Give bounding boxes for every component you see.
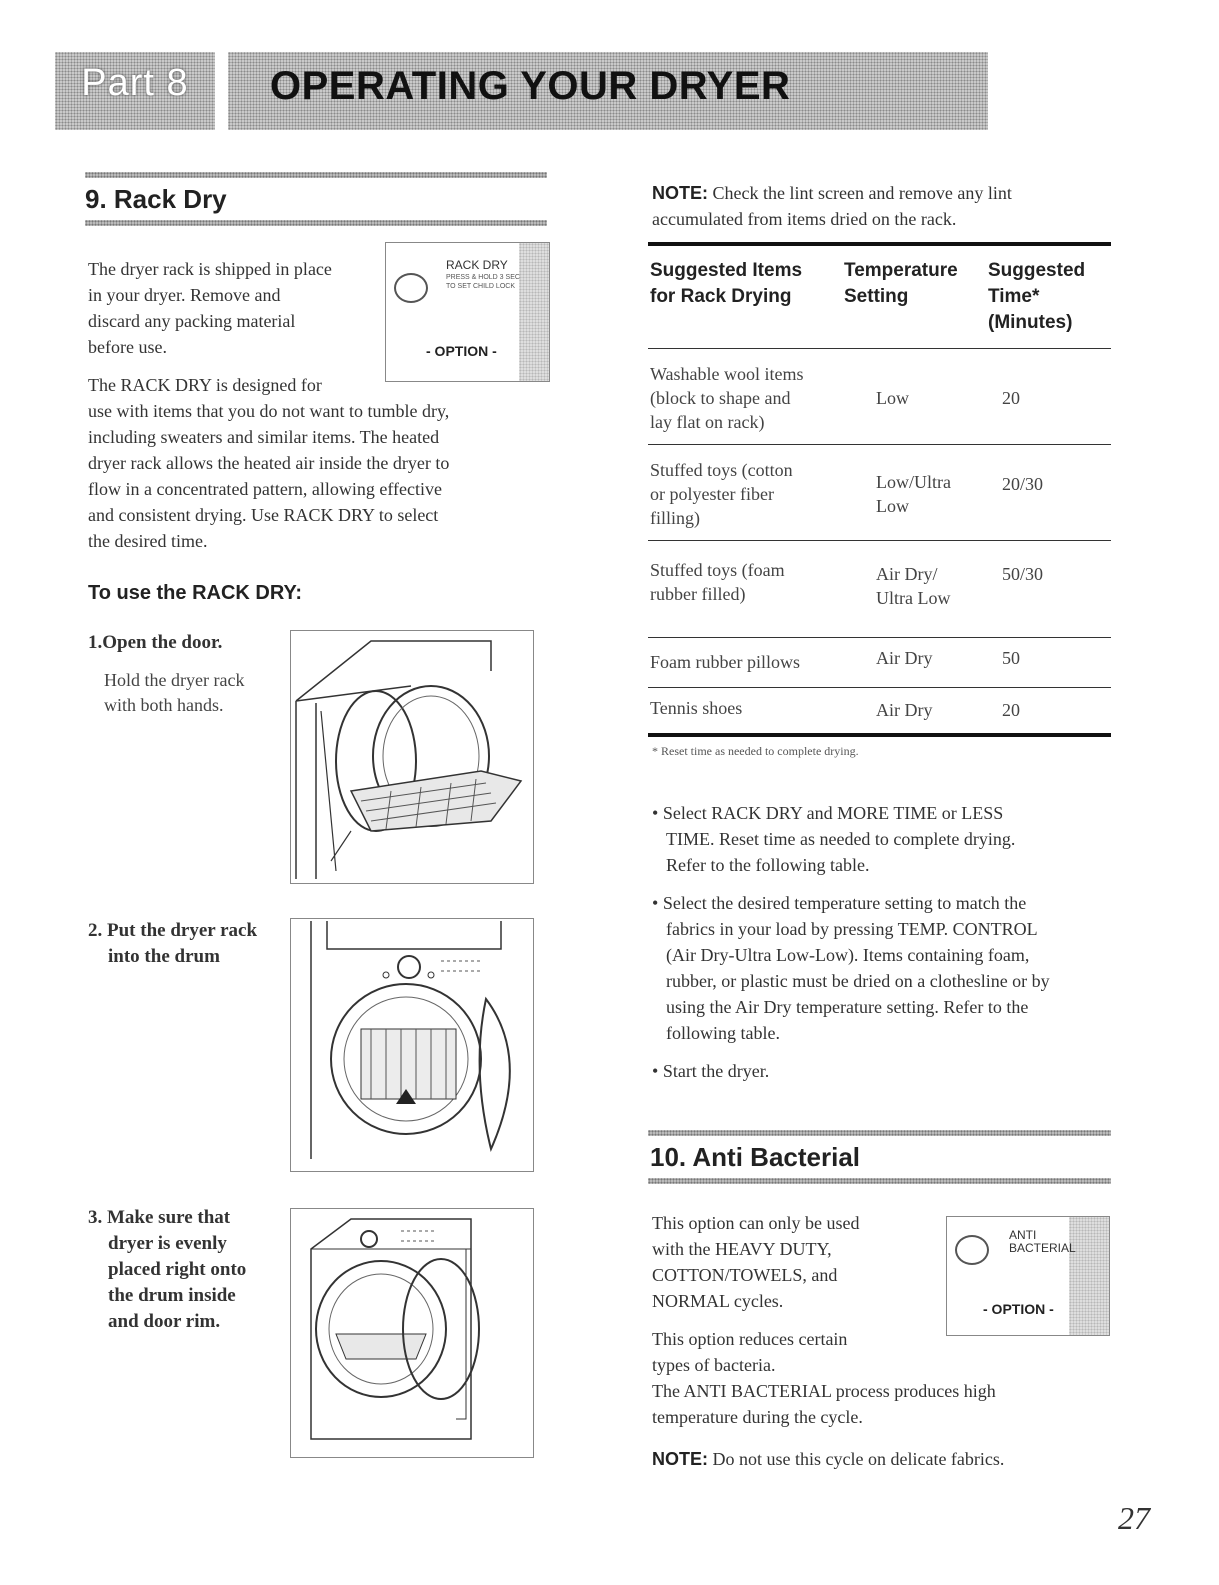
table-row-5-time: 20 bbox=[1002, 700, 1020, 720]
text-line: This option can only be used bbox=[652, 1213, 860, 1233]
table-row-3-item bbox=[650, 558, 785, 606]
badge-label: RACK DRY bbox=[446, 258, 508, 272]
chapter-banner bbox=[228, 52, 988, 130]
text-line: Suggested Items bbox=[650, 260, 803, 281]
text-line: rubber filled) bbox=[650, 584, 746, 604]
text-line: COTTON/TOWELS, and bbox=[652, 1265, 838, 1285]
bullet-item: • Start the dryer. bbox=[652, 1061, 770, 1081]
anti-bacterial-text-b bbox=[652, 1326, 1122, 1430]
text-line: (Air Dry-Ultra Low-Low). Items containing foam, bbox=[666, 945, 1030, 965]
text-line: Start the dryer. bbox=[662, 1061, 770, 1081]
badge-sub: TO SET CHILD LOCK bbox=[446, 283, 515, 290]
header-temp bbox=[844, 258, 958, 310]
text-line: including sweaters and similar items. The heated bbox=[88, 427, 440, 447]
text-line: Setting bbox=[844, 286, 909, 307]
anti-bacterial-knob-icon bbox=[955, 1235, 989, 1265]
table-row-2-time: 20/30 bbox=[1002, 474, 1044, 494]
table-row-4-time: 50 bbox=[1002, 648, 1020, 668]
dryer-open-rack-icon bbox=[291, 631, 533, 883]
chapter-title: OPERATING YOUR DRYER bbox=[270, 64, 791, 108]
text-line: use with items that you do not want to tumble dry, bbox=[88, 401, 450, 421]
text-line: Stuffed toys (foam bbox=[650, 560, 785, 580]
text-line: and consistent drying. Use RACK DRY to select bbox=[88, 505, 439, 525]
text-line: fabrics in your load by pressing TEMP. CONTROL bbox=[666, 919, 1038, 939]
text-line: with the HEAVY DUTY, bbox=[652, 1239, 832, 1259]
text-line: or polyester fiber bbox=[650, 484, 774, 504]
table-row-2-item bbox=[650, 458, 793, 530]
table-row-4-item: Foam rubber pillows bbox=[650, 652, 800, 672]
text-line: flow in a concentrated pattern, allowing effective bbox=[88, 479, 443, 499]
text-line: dryer is evenly bbox=[108, 1233, 227, 1254]
anti-bacterial-title: 10. Anti Bacterial bbox=[650, 1142, 861, 1172]
anti-bacterial-option-badge bbox=[946, 1216, 1110, 1336]
anti-bacterial-text-a bbox=[652, 1210, 942, 1314]
text-line: following table. bbox=[666, 1023, 780, 1043]
badge-sub: PRESS & HOLD 3 SEC bbox=[446, 274, 520, 281]
text-line: for Rack Drying bbox=[650, 286, 792, 307]
bullet-item: • Select the desired temperature setting to match the fabrics in your load by pressing TEMP. CONTROL (Air Dry-Ultra Low-Low). Items containing foam, rubber, or plastic must be dried on a clothesline or by using the Air Dry temperature setting. Refer to the following table. bbox=[652, 890, 1142, 1046]
table-row-4-temp: Air Dry bbox=[876, 648, 933, 668]
rack-dry-knob-icon bbox=[394, 273, 428, 303]
rack-dry-intro bbox=[88, 256, 388, 360]
text-line: Do not use this cycle on delicate fabrics. bbox=[712, 1449, 1005, 1469]
text-line: using the Air Dry temperature setting. Refer to the bbox=[666, 997, 1029, 1017]
text-line: Select the desired temperature setting to match the bbox=[662, 893, 1027, 913]
section-rule-bottom bbox=[648, 1178, 1111, 1184]
text-line: in your dryer. Remove and bbox=[88, 285, 281, 305]
rack-dry-title: 9. Rack Dry bbox=[85, 184, 227, 214]
text-line: before use. bbox=[88, 337, 167, 357]
part-tab bbox=[55, 52, 215, 130]
note-label: NOTE: bbox=[652, 183, 708, 203]
text-line: Time* bbox=[988, 286, 1040, 307]
text-line: rubber, or plastic must be dried on a clothesline or by bbox=[666, 971, 1050, 991]
how-to-title: To use the RACK DRY: bbox=[88, 582, 303, 604]
text-line: Suggested bbox=[988, 260, 1086, 281]
table-row-1-time: 20 bbox=[1002, 388, 1020, 408]
table-top-rule bbox=[648, 242, 1111, 246]
header-items bbox=[650, 258, 802, 310]
table-footnote: * Reset time as needed to complete drying. bbox=[652, 744, 859, 758]
text-line: the desired time. bbox=[88, 531, 208, 551]
badge-shade bbox=[1069, 1217, 1109, 1335]
rack-dry-description bbox=[88, 372, 548, 554]
text-line: The dryer rack is shipped in place bbox=[88, 259, 332, 279]
text-line: discard any packing material bbox=[88, 311, 296, 331]
text-line: into the drum bbox=[108, 946, 220, 967]
rack-dry-option-badge bbox=[385, 242, 550, 382]
open-door-illustration bbox=[290, 630, 534, 884]
header-time bbox=[988, 258, 1085, 336]
rack-placed-illustration bbox=[290, 1208, 534, 1458]
section-rule-top bbox=[85, 172, 547, 178]
text-line: Temperature bbox=[844, 260, 958, 281]
text-line: Refer to the following table. bbox=[666, 855, 870, 875]
table-row-1-item bbox=[650, 362, 804, 434]
section-rule-bottom bbox=[85, 220, 547, 226]
table-rule bbox=[648, 687, 1111, 688]
table-bottom-rule bbox=[648, 733, 1111, 737]
page-number: 27 bbox=[1118, 1500, 1150, 1536]
text-line: Air Dry/ bbox=[876, 564, 938, 584]
text-line: the drum inside bbox=[108, 1285, 236, 1306]
text-line: Select RACK DRY and MORE TIME or LESS bbox=[662, 803, 1004, 823]
badge-label: BACTERIAL bbox=[1009, 1241, 1076, 1255]
text-line: (block to shape and bbox=[650, 388, 791, 408]
dryer-insert-rack-icon bbox=[291, 919, 533, 1171]
text-line: filling) bbox=[650, 508, 700, 528]
text-line: The ANTI BACTERIAL process produces high bbox=[652, 1381, 996, 1401]
table-rule bbox=[648, 348, 1111, 349]
text-line: Washable wool items bbox=[650, 364, 804, 384]
text-line: lay flat on rack) bbox=[650, 412, 765, 432]
table-row-2-temp bbox=[876, 470, 951, 518]
table-row-3-temp bbox=[876, 562, 950, 610]
text-line: dryer rack allows the heated air inside the dryer to bbox=[88, 453, 450, 473]
text-line: Ultra Low bbox=[876, 588, 951, 608]
text-line: 2. Put the dryer rack bbox=[88, 920, 258, 941]
table-row-5-temp: Air Dry bbox=[876, 700, 933, 720]
text-line: temperature during the cycle. bbox=[652, 1407, 863, 1427]
insert-rack-illustration bbox=[290, 918, 534, 1172]
table-row-5-item: Tennis shoes bbox=[650, 698, 743, 718]
text-line: The RACK DRY is designed for bbox=[88, 375, 322, 395]
step-2-title bbox=[88, 918, 257, 970]
badge-shade bbox=[519, 243, 549, 381]
text-line: NORMAL cycles. bbox=[652, 1291, 784, 1311]
text-line: Check the lint screen and remove any lint bbox=[712, 183, 1012, 203]
table-rule bbox=[648, 540, 1111, 541]
dryer-rack-placed-icon bbox=[291, 1209, 533, 1457]
section-rule-top bbox=[648, 1130, 1111, 1136]
note-lint bbox=[652, 180, 1122, 232]
text-line: Hold the dryer rack bbox=[104, 670, 245, 690]
note-label: NOTE: bbox=[652, 1449, 708, 1469]
step-1-title: 1.Open the door. bbox=[88, 632, 223, 653]
text-line: (Minutes) bbox=[988, 312, 1073, 333]
text-line: Low bbox=[876, 496, 909, 516]
step-1-text bbox=[104, 668, 244, 718]
text-line: placed right onto bbox=[108, 1259, 247, 1280]
table-row-1-temp: Low bbox=[876, 388, 909, 408]
text-line: accumulated from items dried on the rack. bbox=[652, 209, 957, 229]
text-line: Stuffed toys (cotton bbox=[650, 460, 793, 480]
table-rule bbox=[648, 637, 1111, 638]
note-delicate bbox=[652, 1446, 1122, 1472]
part-label: Part 8 bbox=[81, 62, 189, 104]
table-rule bbox=[648, 444, 1111, 445]
text-line: 3. Make sure that bbox=[88, 1207, 231, 1228]
text-line: with both hands. bbox=[104, 695, 224, 715]
table-row-3-time: 50/30 bbox=[1002, 564, 1044, 584]
badge-option: - OPTION - bbox=[426, 343, 497, 359]
text-line: This option reduces certain bbox=[652, 1329, 848, 1349]
text-line: types of bacteria. bbox=[652, 1355, 776, 1375]
bullet-item: • Select RACK DRY and MORE TIME or LESS TIME. Reset time as needed to complete drying. Refer to the following table. bbox=[652, 800, 1132, 878]
text-line: Low/Ultra bbox=[876, 472, 951, 492]
text-line: TIME. Reset time as needed to complete drying. bbox=[666, 829, 1016, 849]
step-3-title bbox=[88, 1205, 246, 1335]
text-line: and door rim. bbox=[108, 1311, 221, 1332]
badge-label: ANTI bbox=[1009, 1228, 1037, 1242]
badge-option: - OPTION - bbox=[983, 1301, 1054, 1317]
